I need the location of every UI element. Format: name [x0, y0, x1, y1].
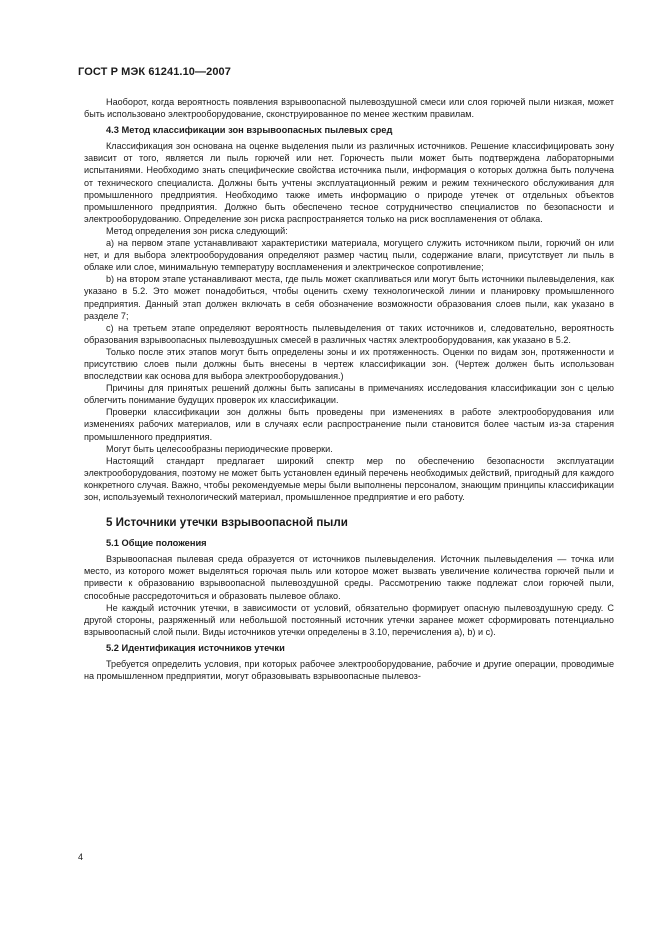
paragraph: Классификация зон основана на оценке выделения пыли из различных источников. Решение классифицировать зону зависит от того, является ли пыль горючей или нет. Горючесть пыли может быть подтверждена лабораторными испытаниями. Необходимо знать специфические свойства источника пыли, информация о которых должна быть получена от технического специалиста. Должны быть учтены эксплуатационный режим и режим технического обслуживания для промышленного предприятия. Необходимо также иметь информацию о природе утечек от отдельных объектов промышленного предприятия. Должно быть обеспечено тесное сотрудничество специалистов по безопасности и электрооборудованию. Определение зон риска распространяется только на риск воспламенения от облака. — [84, 141, 614, 224]
section-heading-4-3: 4.3 Метод классификации зон взрывоопасных пылевых сред — [106, 125, 393, 136]
paragraph: Требуется определить условия, при которых рабочее электрооборудование, рабочие и другие операции, проводимые на промышленном предприятии, могут образовывать взрывоопасные пылевоз- — [84, 659, 614, 682]
section-heading-5: 5 Источники утечки взрывоопасной пыли — [106, 516, 348, 530]
document-header: ГОСТ Р МЭК 61241.10—2007 — [78, 66, 231, 78]
paragraph: Наоборот, когда вероятность появления взрывоопасной пылевоздушной смеси или слоя горючей пыли низкая, может быть использовано электрооборудование, сконструированное по менее жестким правилам. — [84, 97, 614, 120]
paragraph: Проверки классификации зон должны быть проведены при изменениях в работе электрооборудования или изменениях рабочих материалов, или в случаях если распространение пыли становится более частым из-за старения промышленного предприятия. — [84, 407, 614, 442]
paragraph: Причины для принятых решений должны быть записаны в примечаниях исследования классификации зон с целью облегчить понимание будущих проверок их классификации. — [84, 383, 614, 406]
paragraph: Могут быть целесообразны периодические проверки. — [106, 443, 333, 454]
paragraph: Не каждый источник утечки, в зависимости от условий, обязательно формирует опасную пылевоздушную среду. С другой стороны, разряженный или небольшой постоянный источник утечки заранее может сформировать потенциально взрывоопасный слой пыли. Виды источников утечки определены в 3.10, перечисления а), b) и с). — [84, 602, 614, 637]
paragraph: Только после этих этапов могут быть определены зоны и их протяженность. Оценки по видам зон, протяженности и присутствию слоев пыли должны быть внесены в чертеж классификации зон. (Чертеж должен быть использован впоследствии как основа для выбора электрооборудования.) — [84, 346, 614, 382]
section-heading-5-1: 5.1 Общие положения — [106, 538, 207, 549]
list-item-b: b) на втором этапе устанавливают места, где пыль может скапливаться или могут быть источники пылевыделения, как указано в 5.2. Это может понадобиться, чтобы оценить схему технологической линии и планировку промышленного предприятия. Данный этап должен включать в себя обозначение возможности образования слоев пыли, как указано в разделе 7; — [84, 274, 614, 321]
section-heading-5-2: 5.2 Идентификация источников утечки — [106, 642, 285, 653]
paragraph: Взрывоопасная пылевая среда образуется от источников пылевыделения. Источник пылевыделения — точка или место, из которого может выделяться горючая пыль или которое может вызвать увеличение количества горючей пыли и привести к образованию взрывоопасной пылевоздушной среды. Рассмотрению также подлежат слои горючей пыли, способные рассредоточиться и образовать пылевое облако. — [84, 554, 614, 601]
list-item-a: а) на первом этапе устанавливают характеристики материала, могущего служить источником пыли, горючий он или нет, и для выбора электрооборудования определяют размер частиц пыли, содержание влаги, присутствует ли пыль в облаке или слое, минимальную температуру воспламенения и электрическое сопротивление; — [84, 238, 614, 273]
document-body — [84, 96, 614, 682]
paragraph: Настоящий стандарт предлагает широкий спектр мер по обеспечению безопасности эксплуатации электрооборудования, поэтому не может быть установлен единый перечень необходимых действий, пригодный для каждого конкретного случая. Важно, чтобы рекомендуемые меры были выполнены персоналом, знающим принципы классификации зон, используемый технологический материал, промышленное предприятие и его работу. — [84, 455, 614, 502]
page-number: 4 — [78, 852, 84, 862]
list-item-c: с) на третьем этапе определяют вероятность пылевыделения от таких источников и, следовательно, вероятность образования взрывоопасных пылевоздушных смесей в различных частях электрооборудования, как указано в 5.2. — [84, 322, 614, 345]
paragraph: Метод определения зон риска следующий: — [106, 225, 288, 236]
